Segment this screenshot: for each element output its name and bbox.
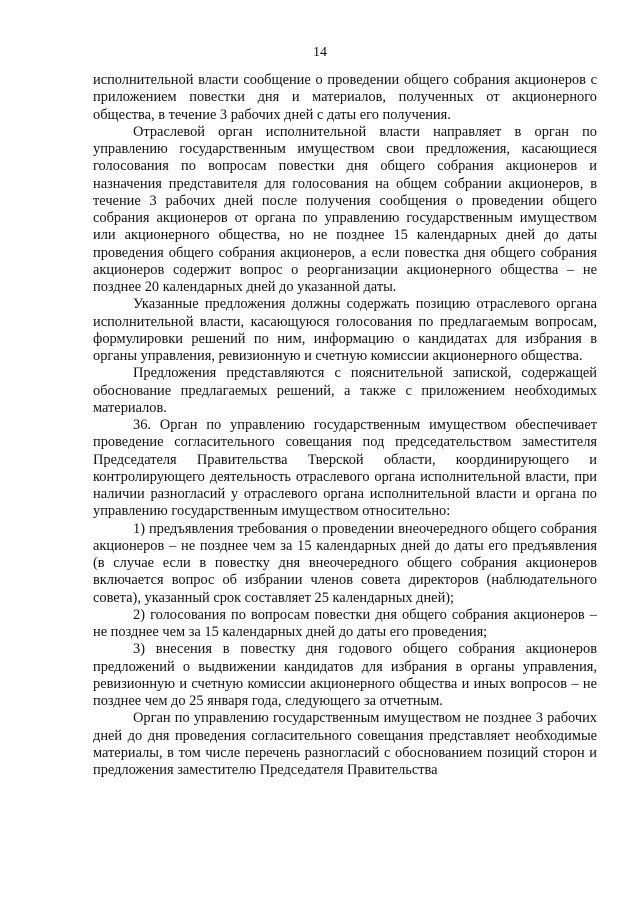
paragraph-subitem-2: 2) голосования по вопросам повестки дня общего собрания акционеров – не позднее чем за 15 календарных дней до даты его проведения; [93, 606, 597, 640]
page-number: 14 [313, 45, 327, 60]
paragraph-proposals-submission: Отраслевой орган исполнительной власти направляет в орган по управлению государственным имуществом свои предложения, касающиеся голосования по вопросам повестки дня общего собрания акционеров и назначения представителя для голосования на общем собрании акционеров, в течение 3 рабочих дней после получения сообщения о проведении общего собрания акционеров от органа по управлению государственным имуществом или акционерного общества, но не позднее 15 календарных дней до даты проведения общего собрания акционеров, а если повестка дня общего собрания акционеров содержит вопрос о реорганизации акционерного общества – не позднее 20 календарных дней до указанной даты. [93, 123, 597, 295]
paragraph-item-36: 36. Орган по управлению государственным имуществом обеспечивает проведение согласительного совещания под председательством заместителя Председателя Правительства Тверской области, координирующего и контролирующего деятельность отраслевого органа исполнительной власти, при наличии разногласий у отраслевого органа исполнительной власти и органа по управлению государственным имуществом относительно: [93, 417, 597, 520]
paragraph-materials-deadline: Орган по управлению государственным имуществом не позднее 3 рабочих дней до дня проведения согласительного совещания представляет необходимые материалы, в том числе перечень разногласий с обоснованием позиций сторон и предложения заместителю Председателя Правительства [93, 710, 597, 778]
paragraph-continuation: исполнительной власти сообщение о проведении общего собрания акционеров с приложением повестки дня и материалов, полученных от акционерного общества, в течение 3 рабочих дней с даты его получения. [93, 72, 597, 123]
paragraph-explanatory-note: Предложения представляются с пояснительной запиской, содержащей обоснование предлагаемых решений, а также с приложением необходимых материалов. [93, 365, 597, 416]
paragraph-subitem-1: 1) предъявления требования о проведении внеочередного общего собрания акционеров – не позднее чем за 15 календарных дней до даты его предъявления (в случае если в повестку дня внеочередного общего собрания акционеров включается вопрос об избрании членов совета директоров (наблюдательного совета), указанный срок составляет 25 календарных дней); [93, 520, 597, 606]
paragraph-proposals-content: Указанные предложения должны содержать позицию отраслевого органа исполнительной власти, касающуюся голосования по предлагаемым вопросам, формулировки решений по ним, информацию о кандидатах для избрания в органы управления, ревизионную и счетную комиссии акционерного общества. [93, 296, 597, 364]
paragraph-subitem-3: 3) внесения в повестку дня годового общего собрания акционеров предложений о выдвижении кандидатов для избрания в органы управления, ревизионную и счетную комиссии акционерного общества и иных вопросов – не позднее чем до 25 января года, следующего за отчетным. [93, 641, 597, 709]
